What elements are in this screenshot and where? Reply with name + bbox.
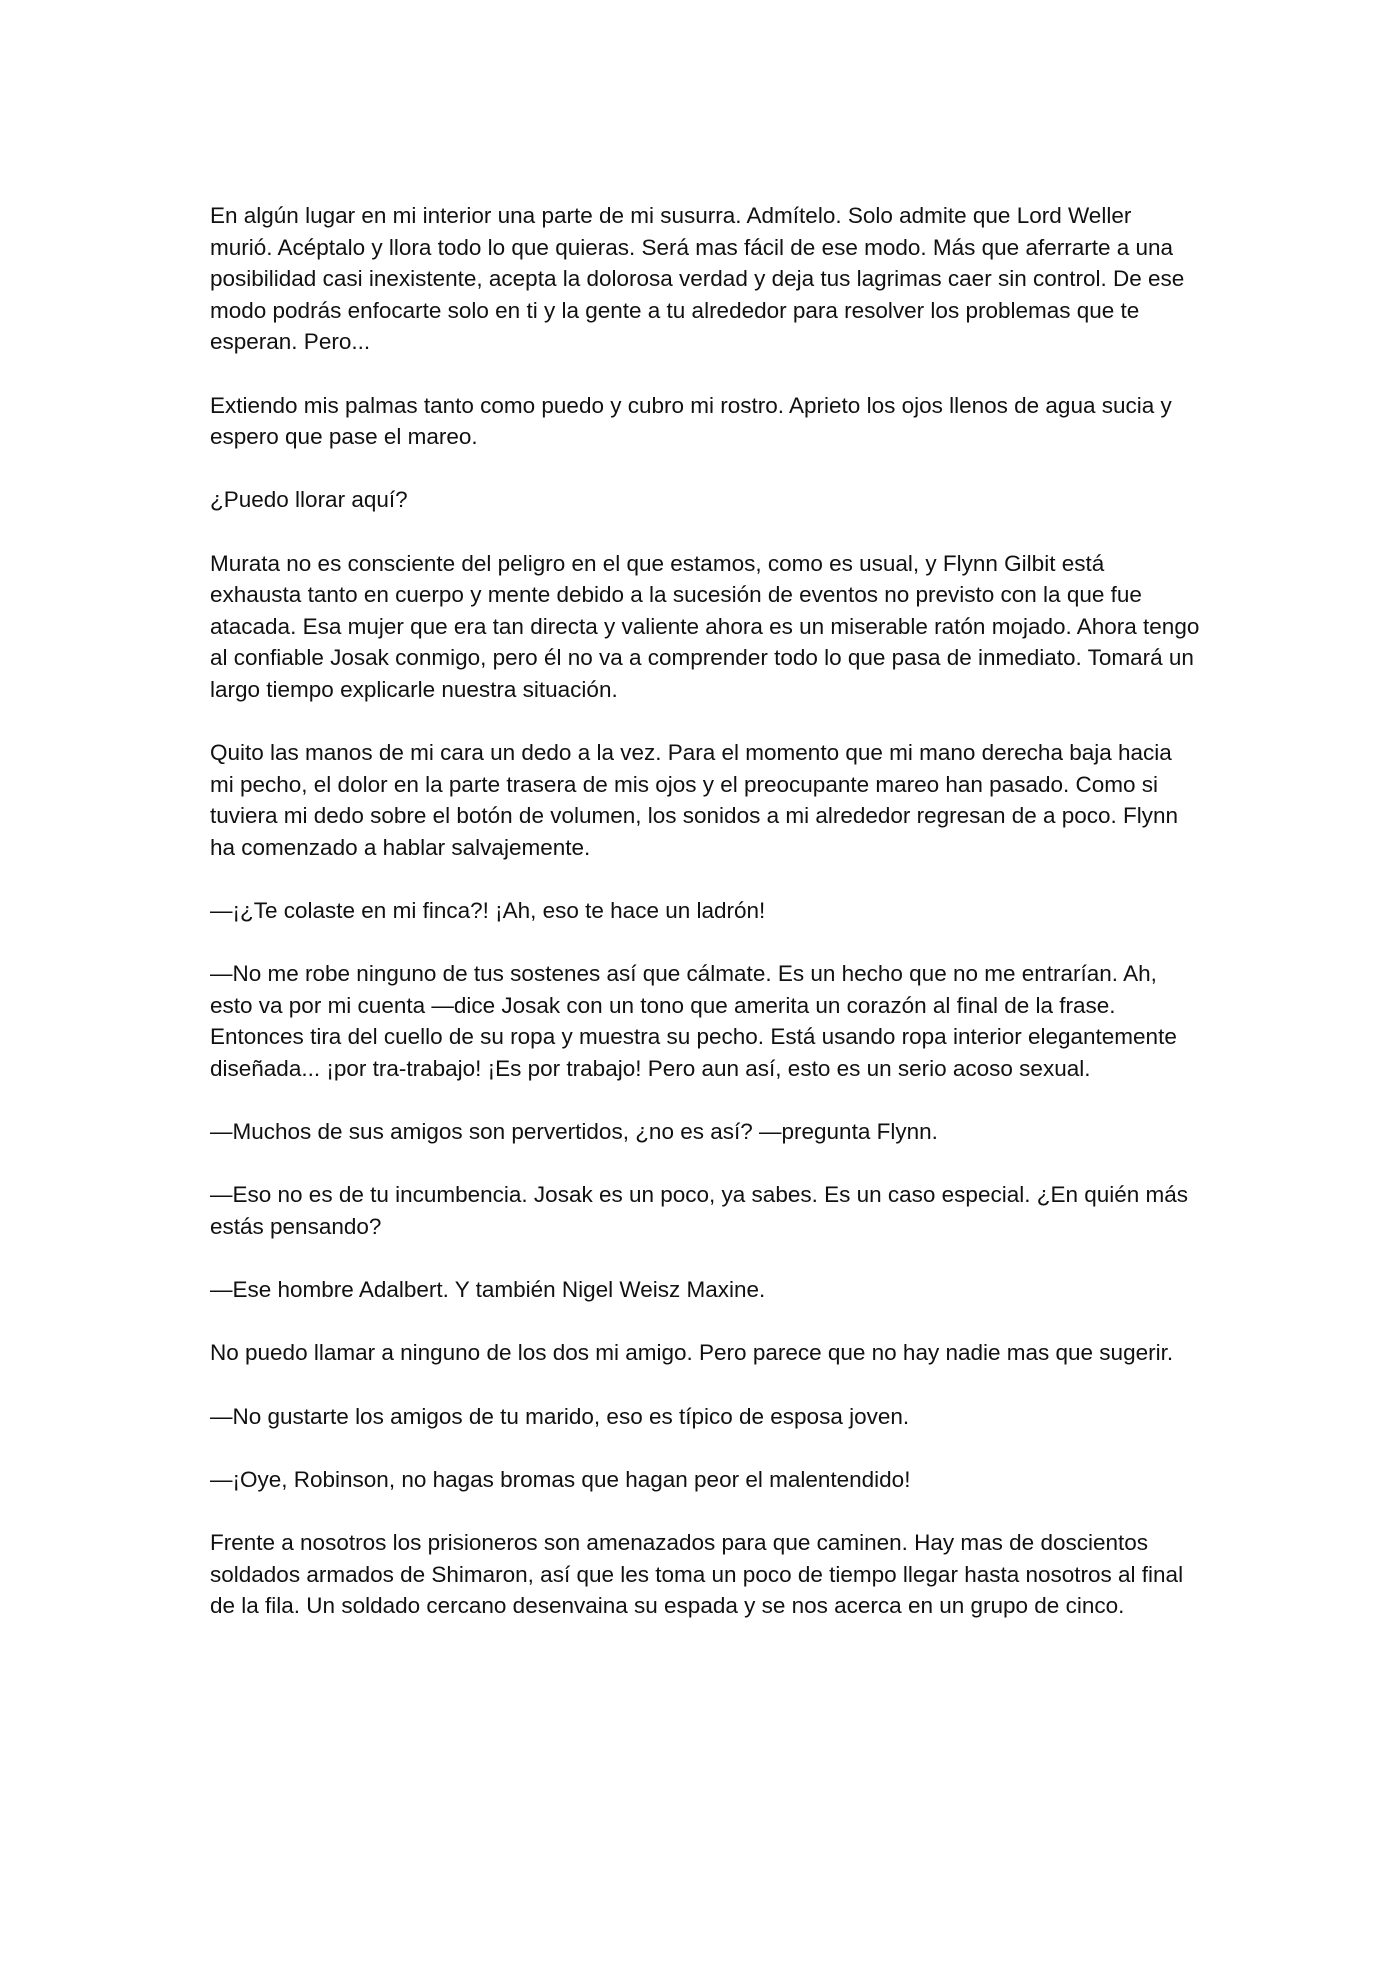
- dialogue-line: —¡Oye, Robinson, no hagas bromas que hagan peor el malentendido!: [210, 1466, 911, 1492]
- dialogue-line: —No me robe ninguno de tus sostenes así que cálmate. Es un hecho que no me entrarían. Ah, esto va por mi cuenta —dice Josak con un tono que amerita un corazón al final de la frase. Entonces tira del cuello de su ropa y muestra su pecho. Está usando ropa interior elegantemente diseñada... ¡por tra-trabajo! ¡Es por trabajo! Pero aun así, esto es un serio acoso sexual.: [210, 961, 1177, 1082]
- paragraph: Murata no es consciente del peligro en el que estamos, como es usual, y Flynn Gilbit está exhausta tanto en cuerpo y mente debido a la sucesión de eventos no previsto con la que fue atacada. Esa mujer que era tan directa y valiente ahora es un miserable ratón mojado. Ahora tengo al confiable Josak conmigo, pero él no va a comprender todo lo que pasa de inmediato. Tomará un largo tiempo explicarle nuestra situación.: [210, 550, 1200, 702]
- paragraph: No puedo llamar a ninguno de los dos mi amigo. Pero parece que no hay nadie mas que sugerir.: [210, 1340, 1174, 1366]
- paragraph: Frente a nosotros los prisioneros son amenazados para que caminen. Hay mas de doscientos soldados armados de Shimaron, así que les toma un poco de tiempo llegar hasta nosotros al final de la fila. Un soldado cercano desenvaina su espada y se nos acerca en un grupo de cinco.: [210, 1529, 1184, 1619]
- dialogue-line: —No gustarte los amigos de tu marido, eso es típico de esposa joven.: [210, 1403, 910, 1429]
- dialogue-line: —Ese hombre Adalbert. Y también Nigel Weisz Maxine.: [210, 1277, 766, 1303]
- paragraph: Extiendo mis palmas tanto como puedo y cubro mi rostro. Aprieto los ojos llenos de agua sucia y espero que pase el mareo.: [210, 392, 1172, 450]
- paragraph: ¿Puedo llorar aquí?: [210, 487, 408, 513]
- dialogue-line: —¡¿Te colaste en mi finca?! ¡Ah, eso te hace un ladrón!: [210, 898, 766, 924]
- dialogue-line: —Muchos de sus amigos son pervertidos, ¿no es así? —pregunta Flynn.: [210, 1119, 938, 1145]
- document-body: [210, 200, 1200, 1653]
- paragraph: Quito las manos de mi cara un dedo a la vez. Para el momento que mi mano derecha baja hacia mi pecho, el dolor en la parte trasera de mis ojos y el preocupante mareo han pasado. Como si tuviera mi dedo sobre el botón de volumen, los sonidos a mi alrededor regresan de a poco. Flynn ha comenzado a hablar salvajemente.: [210, 740, 1179, 860]
- dialogue-line: —Eso no es de tu incumbencia. Josak es un poco, ya sabes. Es un caso especial. ¿En quién más estás pensando?: [210, 1182, 1189, 1239]
- paragraph: En algún lugar en mi interior una parte de mi susurra. Admítelo. Solo admite que Lord Weller murió. Acéptalo y llora todo lo que quieras. Será mas fácil de ese modo. Más que aferrarte a una posibilidad casi inexistente, acepta la dolorosa verdad y deja tus lagrimas caer sin control. De ese modo podrás enfocarte solo en ti y la gente a tu alrededor para resolver los problemas que te esperan. Pero...: [210, 203, 1185, 355]
